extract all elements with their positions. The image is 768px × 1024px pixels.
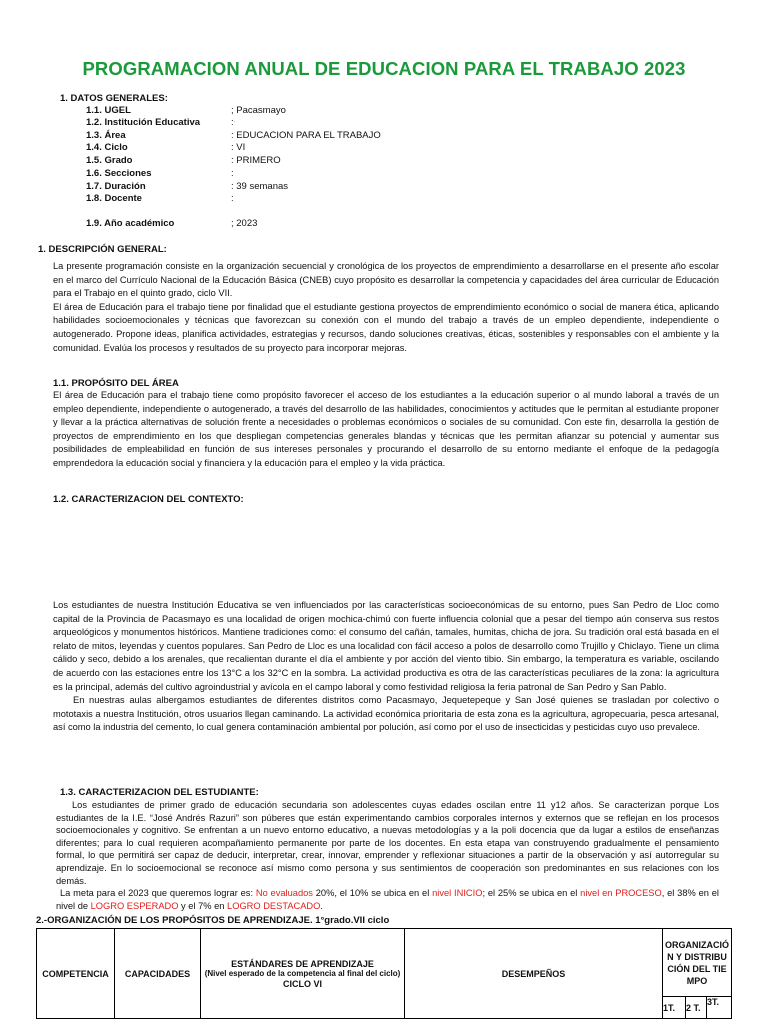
header-organizacion-tiempo: ORGANIZACIÓN Y DISTRIBUCIÓN DEL TIEMPO [663, 929, 732, 997]
contexto-paragraph-1: Los estudiantes de nuestra Institución Educativa se ven influenciados por las características socioeconómicas de su entorno, pues San Pedro de Lloc como capital de la Provincia de Pacasmayo es una localidad de origen mochica-chimú con fuerte influencia colonial que a pesar del tiempo aún conserva sus restos arqueológicos y monumentos históricos. Mantiene tradiciones como: el consumo del cañán, tamales, humitas, chicha de jora. Su tradición oral está basada en el relato de mitos, leyendas y cuentos populares. San Pedro de Lloc es una localidad con fácil acceso a polos de desarrollo como Trujillo y Chiclayo. Tiene un clima cálido y seco, debido a los arenales, que recalientan durante el día el ambiente y por acción del viento tibio. Sin embargo, la temperatura es variable, oscilando de acuerdo con las estaciones entre los 13°C a los 32°C en la sombra. La actividad productiva es otra de las características peculiares de la zona: la agricultura es la principal, además del cultivo agroindustrial y avícola en el campo laboral y como festividad religiosa la feria patronal de San Pedro y San Pablo. [53, 600, 719, 692]
datos-label: 1.1. UGEL [86, 105, 131, 116]
meta-nivel-inicio: nivel INICIO [432, 888, 483, 899]
descripcion-heading: 1. DESCRIPCIÓN GENERAL: [38, 244, 167, 255]
proposito-paragraph: El área de Educación para el trabajo tiene como propósito favorecer el acceso de los estudiantes a la educación superior o al mundo laboral a través de un empleo dependiente, independiente o autogenerado, a través del desarrollo de las habilidades, conocimientos y actitudes que le permitan al estudiante proponer y llevar a la práctica alternativas de solución frente a necesidades o problemas económicos o sociales de su comunidad. Con este fin, desarrolla la gestión de proyectos de emprendimiento en los que despliegan competencias generales blandas y técnicas que les permitan afianzar su potencial y aumentar sus posibilidades de empleabilidad en función de sus intereses personales y procurando el desarrollo de su entorno mediante el enfoque de la pedagogía emprendedora la educación social y financiera y la educación para el empleo y la vida práctica. [53, 390, 719, 468]
meta-logro-esperado: LOGRO ESPERADO [90, 900, 179, 911]
datos-label: 1.4. Ciclo [86, 142, 128, 153]
header-capacidades: CAPACIDADES [115, 929, 201, 1019]
meta-paragraph: La meta para el 2023 que queremos lograr es: No evaluados 20%, el 10% se ubica en el nivel INICIO; el 25% se ubica en el nivel en PROCESO, el 38% en el nivel de LOGRO ESPERADO y el 7% en LOGRO DESTACADO. [56, 888, 719, 911]
datos-value: : PRIMERO [231, 155, 281, 166]
header-desempenos: DESEMPEÑOS [405, 929, 663, 1019]
descripcion-paragraph-2: El área de Educación para el trabajo tiene por finalidad que el estudiante gestiona proyectos de emprendimiento económico o social de manera ética, aplicando habilidades socioemocionales y técnicas que favorezcan su conexión con el mundo del trabajo a través de un empleo dependiente, independiente o autogenerado. Propone ideas, planifica actividades, estrategias y recursos, dando soluciones creativas, éticas, sostenibles y responsables con el ambiente y la comunidad. Evalúa los procesos y resultados de su proyecto para incorporar mejoras. [53, 301, 719, 353]
datos-value: ; 2023 [231, 218, 258, 229]
contexto-heading: 1.2. CARACTERIZACION DEL CONTEXTO: [53, 494, 244, 505]
organizacion-table [36, 928, 732, 1019]
contexto-paragraph-2: En nuestras aulas albergamos estudiantes de diferentes distritos como Pacasmayo, Jequetepeque y San José quienes se trasladan por colectivo o mototaxis a nuestra Institución, otros usuarios llegan caminando. La actividad económica prioritaria de esta zona es la agricultura, agropecuaria, pesca artesanal, así como la industria del cemento, lo cual genera contaminación ambiental por polución, así como por el uso de insecticidas y pesticidas cuyo uso prevalece. [53, 695, 719, 733]
estudiante-text [56, 799, 719, 912]
datos-label: 1.7. Duración [86, 181, 146, 192]
organizacion-heading: 2.-ORGANIZACIÓN DE LOS PROPÓSITOS DE APRENDIZAJE. 1°grado.VII ciclo [36, 915, 390, 926]
header-t2: 2 T. [686, 997, 707, 1019]
datos-value: : [231, 193, 234, 204]
descripcion-paragraph-1: La presente programación consiste en la organización secuencial y cronológica de los proyectos de emprendimiento a desarrollarse en el presente año escolar en el marco del Currículo Nacional de la Educación Básica (CNEB) cuyo propósito es desarrollar la competencia y capacidades del área curricular de Educación para el Trabajo en el quinto grado, ciclo VII. [53, 261, 719, 299]
datos-value: : EDUCACION PARA EL TRABAJO [231, 130, 381, 141]
header-t1: 1T. [663, 997, 686, 1019]
datos-label: 1.9. Año académico [86, 218, 175, 229]
meta-no-evaluados: No evaluados [255, 888, 313, 899]
header-estandares: ESTÁNDARES DE APRENDIZAJE (Nivel esperado de la competencia al final del ciclo) CICLO VI [201, 929, 405, 1019]
datos-label: 1.3. Área [86, 130, 126, 141]
estudiante-paragraph: Los estudiantes de primer grado de educación secundaria son adolescentes cuyas edades oscilan entre 11 y12 años. Se caracterizan porque Los estudiantes de la I.E. “José Andrés Razuri” son púberes que están experimentando cambios corporales internos y externos que se reflejan en los procesos socioemocionales y cognitivo. Se enfrentan a un nuevo entorno educativo, a nuevas metodologías y a la poli docencia que da lugar a estilos de enseñanzas diferentes; para lo cual requieren acompañamiento permanente por parte de los docentes. En esta etapa van construyendo gradualmente el pensamiento formal, lo que permitirá ser capaz de deducir, interpretar, crear, innovar, emprender y reflexionar situaciones a partir de la observación y así autorregular su aprendizaje. En lo socioemocional se reconoce así mismo como persona y sus sentimientos de cooperación son predominantes en sus relaciones con los demás. [56, 800, 719, 886]
header-t3: 3T. [707, 997, 732, 1019]
datos-generales-heading: 1. DATOS GENERALES: [60, 93, 168, 104]
estudiante-heading: 1.3. CARACTERIZACION DEL ESTUDIANTE: [60, 787, 259, 798]
datos-value: : VI [231, 142, 246, 153]
proposito-heading: 1.1. PROPÓSITO DEL ÁREA [53, 378, 179, 389]
datos-label: 1.8. Docente [86, 193, 142, 204]
page-title: PROGRAMACION ANUAL DE EDUCACION PARA EL TRABAJO 2023 [82, 58, 686, 79]
proposito-text [53, 389, 719, 471]
datos-value: :˜ [231, 117, 235, 128]
contexto-text [53, 599, 719, 735]
descripcion-text [53, 260, 719, 355]
datos-value: ; Pacasmayo [231, 105, 286, 116]
header-competencia: COMPETENCIA [37, 929, 115, 1019]
datos-label: 1.6. Secciones [86, 168, 152, 179]
datos-value: : 39 semanas [231, 181, 289, 192]
meta-logro-destacado: LOGRO DESTACADO [227, 900, 321, 911]
datos-label: 1.5. Grado [86, 155, 133, 166]
meta-nivel-proceso: nivel en PROCESO [580, 888, 662, 899]
datos-value: : [231, 168, 234, 179]
datos-label: 1.2. Institución Educativa [86, 117, 201, 128]
tiny-mark: ˜ [233, 120, 235, 125]
